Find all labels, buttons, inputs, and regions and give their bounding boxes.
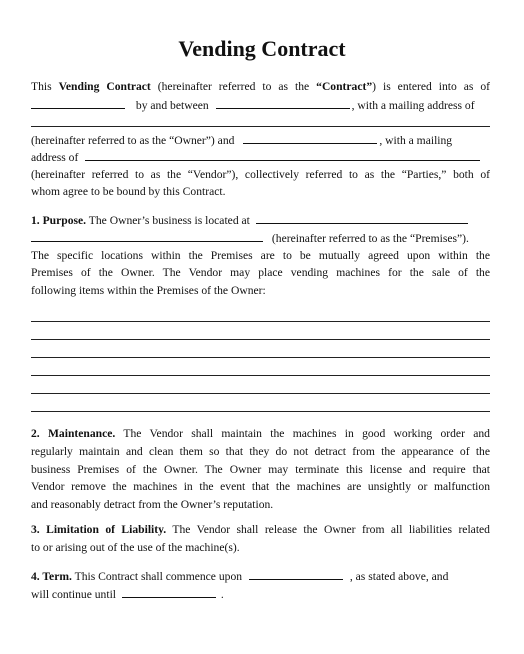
items-line-5[interactable] xyxy=(31,393,490,394)
maintenance-line-1: 2. Maintenance. The Vendor shall maintain the machines in good working order and xyxy=(31,427,490,440)
end-date-field[interactable] xyxy=(122,585,216,598)
liability-line-1: 3. Limitation of Liability. The Vendor shall release the Owner from all liabilities related xyxy=(31,523,490,536)
document-title: Vending Contract xyxy=(178,36,346,61)
intro-line-1: This Vending Contract (hereinafter referred to as the “Contract”) is entered into as of xyxy=(31,80,490,93)
purpose-line-1: 1. Purpose. The Owner’s business is located at xyxy=(31,211,490,230)
business-location-field-2[interactable] xyxy=(31,229,263,242)
intro-line-6: whom agree to be bound by this Contract. xyxy=(31,185,226,198)
intro-line-2: by and between , with a mailing address of xyxy=(31,96,490,115)
purpose-line-3: The specific locations within the Premises are to be mutually agreed upon within the xyxy=(31,249,490,262)
items-line-1[interactable] xyxy=(31,321,490,322)
owner-name-field[interactable] xyxy=(216,96,350,109)
vendor-name-field[interactable] xyxy=(243,131,377,144)
commencement-date-field[interactable] xyxy=(249,567,343,580)
items-line-4[interactable] xyxy=(31,375,490,376)
liability-line-2: to or arising out of the use of the machine(s). xyxy=(31,541,240,554)
items-line-2[interactable] xyxy=(31,339,490,340)
term-heading: 4. Term. xyxy=(31,570,72,583)
term-line-2: will continue until . xyxy=(31,585,490,604)
intro-line-5: (hereinafter referred to as the “Vendor”), collectively referred to as the “Parties,” both of xyxy=(31,168,490,181)
purpose-line-2: (hereinafter referred to as the “Premises”). xyxy=(31,229,490,248)
purpose-heading: 1. Purpose. xyxy=(31,214,87,227)
items-line-6[interactable] xyxy=(31,411,490,412)
purpose-line-5: following items within the Premises of the Owner: xyxy=(31,284,266,297)
term-line-1: 4. Term. This Contract shall commence upon , as stated above, and xyxy=(31,567,490,586)
maintenance-line-2: regularly maintain and clean them so that they do not detract from the appearance of the xyxy=(31,445,490,458)
maintenance-heading: 2. Maintenance. xyxy=(31,427,116,440)
vendor-address-field[interactable] xyxy=(85,148,480,161)
effective-date-field[interactable] xyxy=(31,96,125,109)
owner-address-field[interactable] xyxy=(31,126,490,127)
intro-line-4: address of xyxy=(31,148,490,167)
items-line-3[interactable] xyxy=(31,357,490,358)
intro-line-3: (hereinafter referred to as the “Owner”) and , with a mailing xyxy=(31,131,490,150)
maintenance-line-5: and reasonably detract from the Owner’s reputation. xyxy=(31,498,274,511)
business-location-field[interactable] xyxy=(256,211,468,224)
maintenance-line-3: business Premises of the Owner. The Owner may terminate this license and require that xyxy=(31,463,490,476)
maintenance-line-4: Vendor remove the machines in the event that the machines are unsightly or malfunction xyxy=(31,480,490,493)
purpose-line-4: Premises of the Owner. The Vendor may place vending machines for the sale of the xyxy=(31,266,490,279)
liability-heading: 3. Limitation of Liability. xyxy=(31,523,167,536)
